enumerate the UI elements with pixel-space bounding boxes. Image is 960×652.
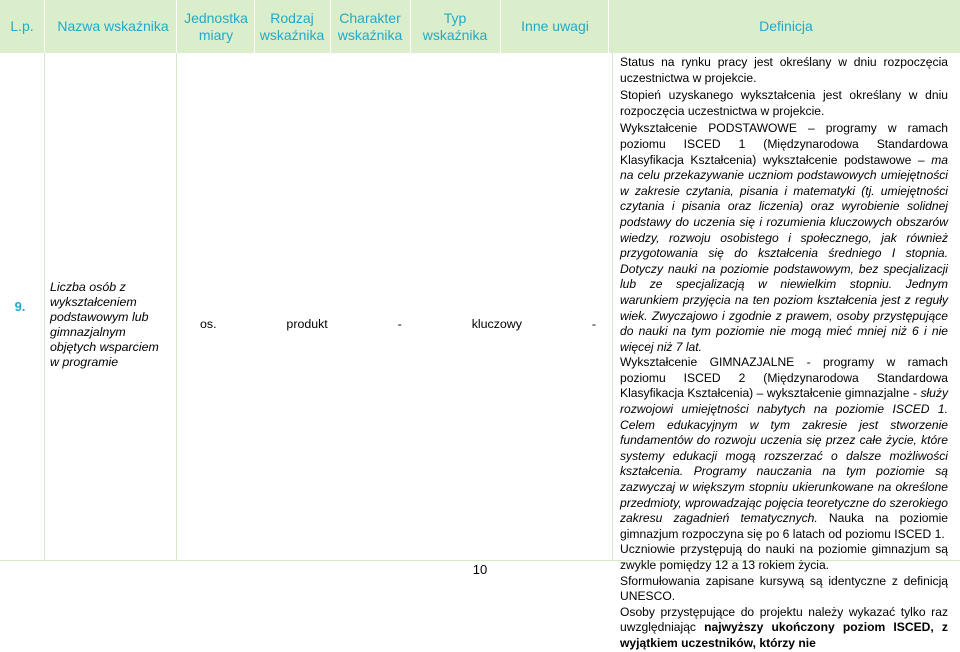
grid-line	[176, 53, 177, 560]
header-jednostka: Jednostka miary	[184, 9, 248, 43]
definition-paragraph: Stopień uzyskanego wykształcenia jest określany w dniu rozpoczęcia uczestnictwa w projekcie.	[620, 88, 948, 118]
header-typ: Typ wskaźnika	[422, 9, 488, 43]
definition-text-italic: służy rozwojowi umiejętności nabytych na poziomie ISCED 1. Celem edukacyjnym w tym zakresie jest stworzenie fundamentów do rozwoju uczenia się przez całe życie, które systemy edukacji mogą rozszerzać o dalsze możliwości kształcenia. Programy nauczania na tym poziomie są zazwyczaj w większym stopniu ukierunkowane na określone przedmioty, wprowadzając pojęcia teoretyczne do szerokiego zakresu zagadnień tematycznych.	[620, 386, 948, 526]
definition-paragraph	[620, 605, 948, 652]
row-attributes	[200, 317, 596, 331]
definition-text-normal: Wykształcenie PODSTAWOWE – programy w ramach poziomu ISCED 1 (Międzynarodowa Standardowa Klasyfikacja Kształcenia) wykształcenie podstawowe –	[620, 121, 948, 167]
unit-value: os.	[200, 317, 217, 331]
header-lp: L.p.	[10, 18, 34, 34]
definition-paragraph: Status na rynku pracy jest określany w dniu rozpoczęcia uczestnictwa w projekcie.	[620, 55, 948, 85]
page-number: 10	[472, 562, 488, 577]
definition-paragraph	[620, 121, 948, 355]
definition-text-normal: Nauka na poziomie gimnazjum rozpoczyna się po 6 latach od poziomu ISCED 1.	[620, 511, 948, 541]
header-nazwa: Nazwa wskaźnika	[57, 18, 169, 34]
definition-text-normal: Osoby przystępujące do projektu należy wykazać tylko raz uwzględniając	[620, 604, 948, 635]
indicator-name: Liczba osób z wykształceniem podstawowym lub gimnazjalnym objętych wsparciem w programie	[50, 280, 159, 369]
definition-paragraph: Sformułowania zapisane kursywą są identyczne z definicją UNESCO.	[620, 573, 948, 604]
type-value: produkt	[286, 317, 328, 331]
remarks-value: -	[591, 317, 596, 331]
definition-text-italic: ma na celu przekazywanie uczniom podstawowych umiejętności w zakresie czytania, pisania i matematyki (tj. umiejętności czytania i pisania oraz liczenia) oraz wyrobienie solidnej podstawy do uczenia się i rozumienia kluczowych obszarów wiedzy, rozwoju osobistego i społecznego, jak również przygotowania się do kształcenia średniego I stopnia. Dotyczy nauki na poziomie podstawowym, bez specjalizacji lub ze specjalizacją w niewielkim stopniu. Jednym warunkiem przyjęcia na ten poziom kształcenia jest z reguły wiek. Zwyczajowo i zgodnie z prawem, osoby przystępujące do nauki na tym poziomie nie mogą mieć mniej niż 6 i nie więcej niż 7 lat.	[620, 152, 948, 354]
definition-paragraph: Uczniowie przystępują do nauki na poziomie gimnazjum są zwykle pomiędzy 12 a 13 rokiem życia.	[620, 542, 948, 572]
definition-text-normal: Wykształcenie GIMNAZJALNE - programy w ramach poziomu ISCED 2 (Międzynarodowa Standardowa Klasyfikacja Kształcenia) – wykształcenie gimnazjalne -	[620, 355, 948, 401]
table-header-row	[0, 0, 960, 53]
definition-paragraph	[620, 355, 948, 542]
header-rodzaj: Rodzaj wskaźnika	[259, 9, 325, 43]
grid-line	[44, 53, 45, 560]
grid-line	[612, 53, 613, 560]
row-lp: 9.	[14, 299, 26, 314]
kind-value: kluczowy	[471, 317, 522, 331]
header-definicja: Definicja	[759, 18, 813, 34]
header-charakter: Charakter wskaźnika	[337, 9, 403, 43]
character-value: -	[397, 317, 402, 331]
header-uwagi: Inne uwagi	[521, 18, 589, 34]
definition-text-bold: najwyższy ukończony poziom ISCED, z wyjątkiem uczestników, którzy nie	[620, 620, 948, 650]
